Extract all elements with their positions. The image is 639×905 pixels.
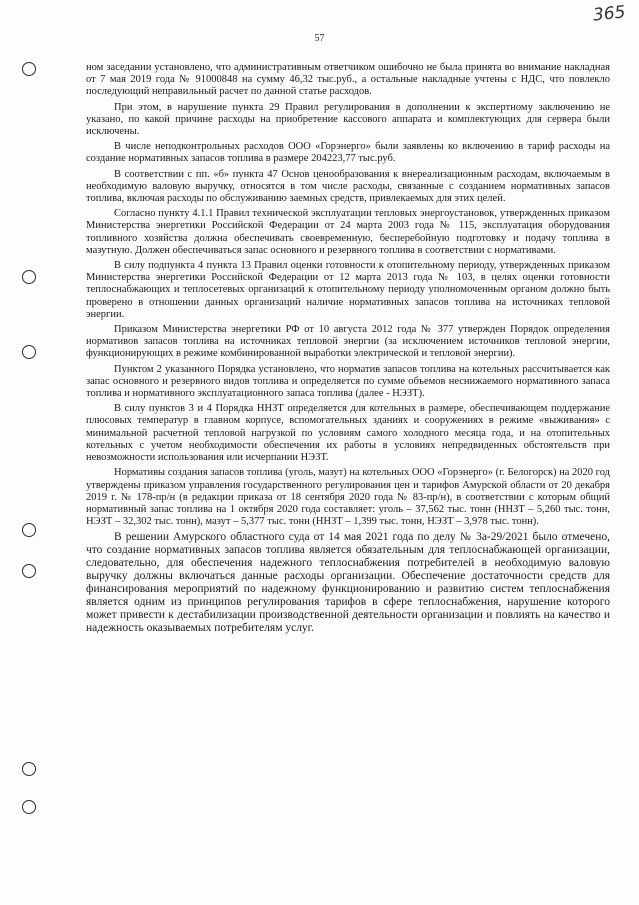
paragraph: В числе неподконтрольных расходов ООО «Горэнерго» были заявлены ко включению в тариф расходы на создание нормативных запасов топлива в размере 204223,77 тыс.руб. (86, 141, 610, 165)
paragraph: Приказом Министерства энергетики РФ от 10 августа 2012 года № 377 утвержден Порядок определения нормативов запасов топлива на источниках тепловой энергии (за исключением источников тепловой энергии, функционирующих в режиме комбинированной выработки электрической и тепловой энергии). (86, 324, 610, 360)
punch-hole-icon (22, 564, 36, 578)
punch-hole-icon (22, 762, 36, 776)
punch-hole-icon (22, 345, 36, 359)
paragraph: Согласно пункту 4.1.1 Правил технической эксплуатации тепловых энергоустановок, утвержденных приказом Министерства энергетики Российской Федерации от 24 марта 2003 года № 115, эксплуатация оборудования топливного хозяйства должна обеспечивать своевременную, бесперебойную подготовку и подачу топлива в мазутную. Должен обеспечиваться запас основного и резервного топлива в соответствии с нормативами. (86, 208, 610, 256)
paragraph: При этом, в нарушение пункта 29 Правил регулирования в дополнении к экспертному заключению не указано, по какой причине расходы на приобретение кассового аппарата и комплектующих для сервера были исключены. (86, 101, 610, 138)
paragraph: В силу подпункта 4 пункта 13 Правил оценки готовности к отопительному периоду, утвержденных приказом Министерства энергетики Российской Федерации от 12 марта 2013 года № 103, в целях оценки готовности теплоснабжающих и теплосетевых организаций к отопительному периоду уполномоченным органом должно быть проверено в отношении данных организаций наличие нормативных запасов топлива на источниках тепловой энергии. (86, 260, 610, 320)
punch-hole-icon (22, 523, 36, 537)
page-number: 57 (314, 33, 325, 44)
paragraph: ном заседании установлено, что административным ответчиком ошибочно не была принята во внимание накладная от 7 мая 2019 года № 91000848 на сумму 46,32 тыс.руб., а остальные накладные учтены с НДС, что повлекло последующий неправильный расчет по данной статье расходов. (86, 62, 610, 98)
paragraph: Нормативы создания запасов топлива (уголь, мазут) на котельных ООО «Горэнерго» (г. Белогорск) на 2020 год утверждены приказом управления государственного регулирования цен и тарифов Амурской области от 20 декабря 2019 г. № 178-пр/н (в редакции приказа от 18 сентября 2020 года № 83-пр/н), в соответствии с которым общий нормативный запас топлива на 1 октября 2020 года составляет: уголь – 37,562 тыс. тонн (ННЗТ – 5,260 тыс. тонн, НЭЗТ – 32,302 тыс. тонн), мазут – 5,377 тыс. тонн (ННЗТ – 1,399 тыс. тонн, НЭЗТ – 3,978 тыс. тонн). (86, 467, 610, 528)
punch-hole-icon (22, 800, 36, 814)
punch-hole-icon (22, 270, 36, 284)
paragraph: В соответствии с пп. «б» пункта 47 Основ ценообразования к внереализационным расходам, включаемым в необходимую валовую выручку, относятся в том числе расходы, связанные с созданием нормативных запасов топлива, включая расходы по обслуживанию заемных средств, привлекаемых для этих целей. (86, 168, 610, 205)
punch-hole-icon (22, 62, 36, 76)
paragraph: В силу пунктов 3 и 4 Порядка ННЗТ определяется для котельных в размере, обеспечивающем поддержание плюсовых температур в главном корпусе, вспомогательных зданиях и сооружениях в режиме «выживания» с минимальной расчетной тепловой нагрузкой по условиям самого холодного месяца года, и на отопительных котельных с учетом необходимости обеспечения их работы в условиях непредвиденных обстоятельств при невозможности использования или исчерпании НЭЗТ. (86, 403, 610, 464)
paragraph: Пунктом 2 указанного Порядка установлено, что норматив запасов топлива на котельных рассчитывается как запас основного и резервного видов топлива и определяется по сумме объемов неснижаемого нормативного запаса топлива и нормативного эксплуатационного запаса топлива (далее - НЭЗТ). (86, 363, 610, 400)
paragraph: В решении Амурского областного суда от 14 мая 2021 года по делу № 3а-29/2021 было отмечено, что создание нормативных запасов топлива является обязательным для теплоснабжающей организации, следовательно, для обеспечения надежного теплоснабжения потребителей в необходимую валовую выручку должны включаться данные расходы организации. Обеспечение достаточности средств для финансирования мероприятий по надежному функционированию и развитию систем теплоснабжения является одним из принципов регулирования тарифов в сфере теплоснабжения, нарушение которого может привести к дестабилизации производственной деятельности организации и повлиять на качество и надежность оказываемых потребителям услуг. (86, 531, 610, 635)
handwritten-sheet-number: 365 (591, 2, 626, 26)
document-body (86, 62, 610, 638)
